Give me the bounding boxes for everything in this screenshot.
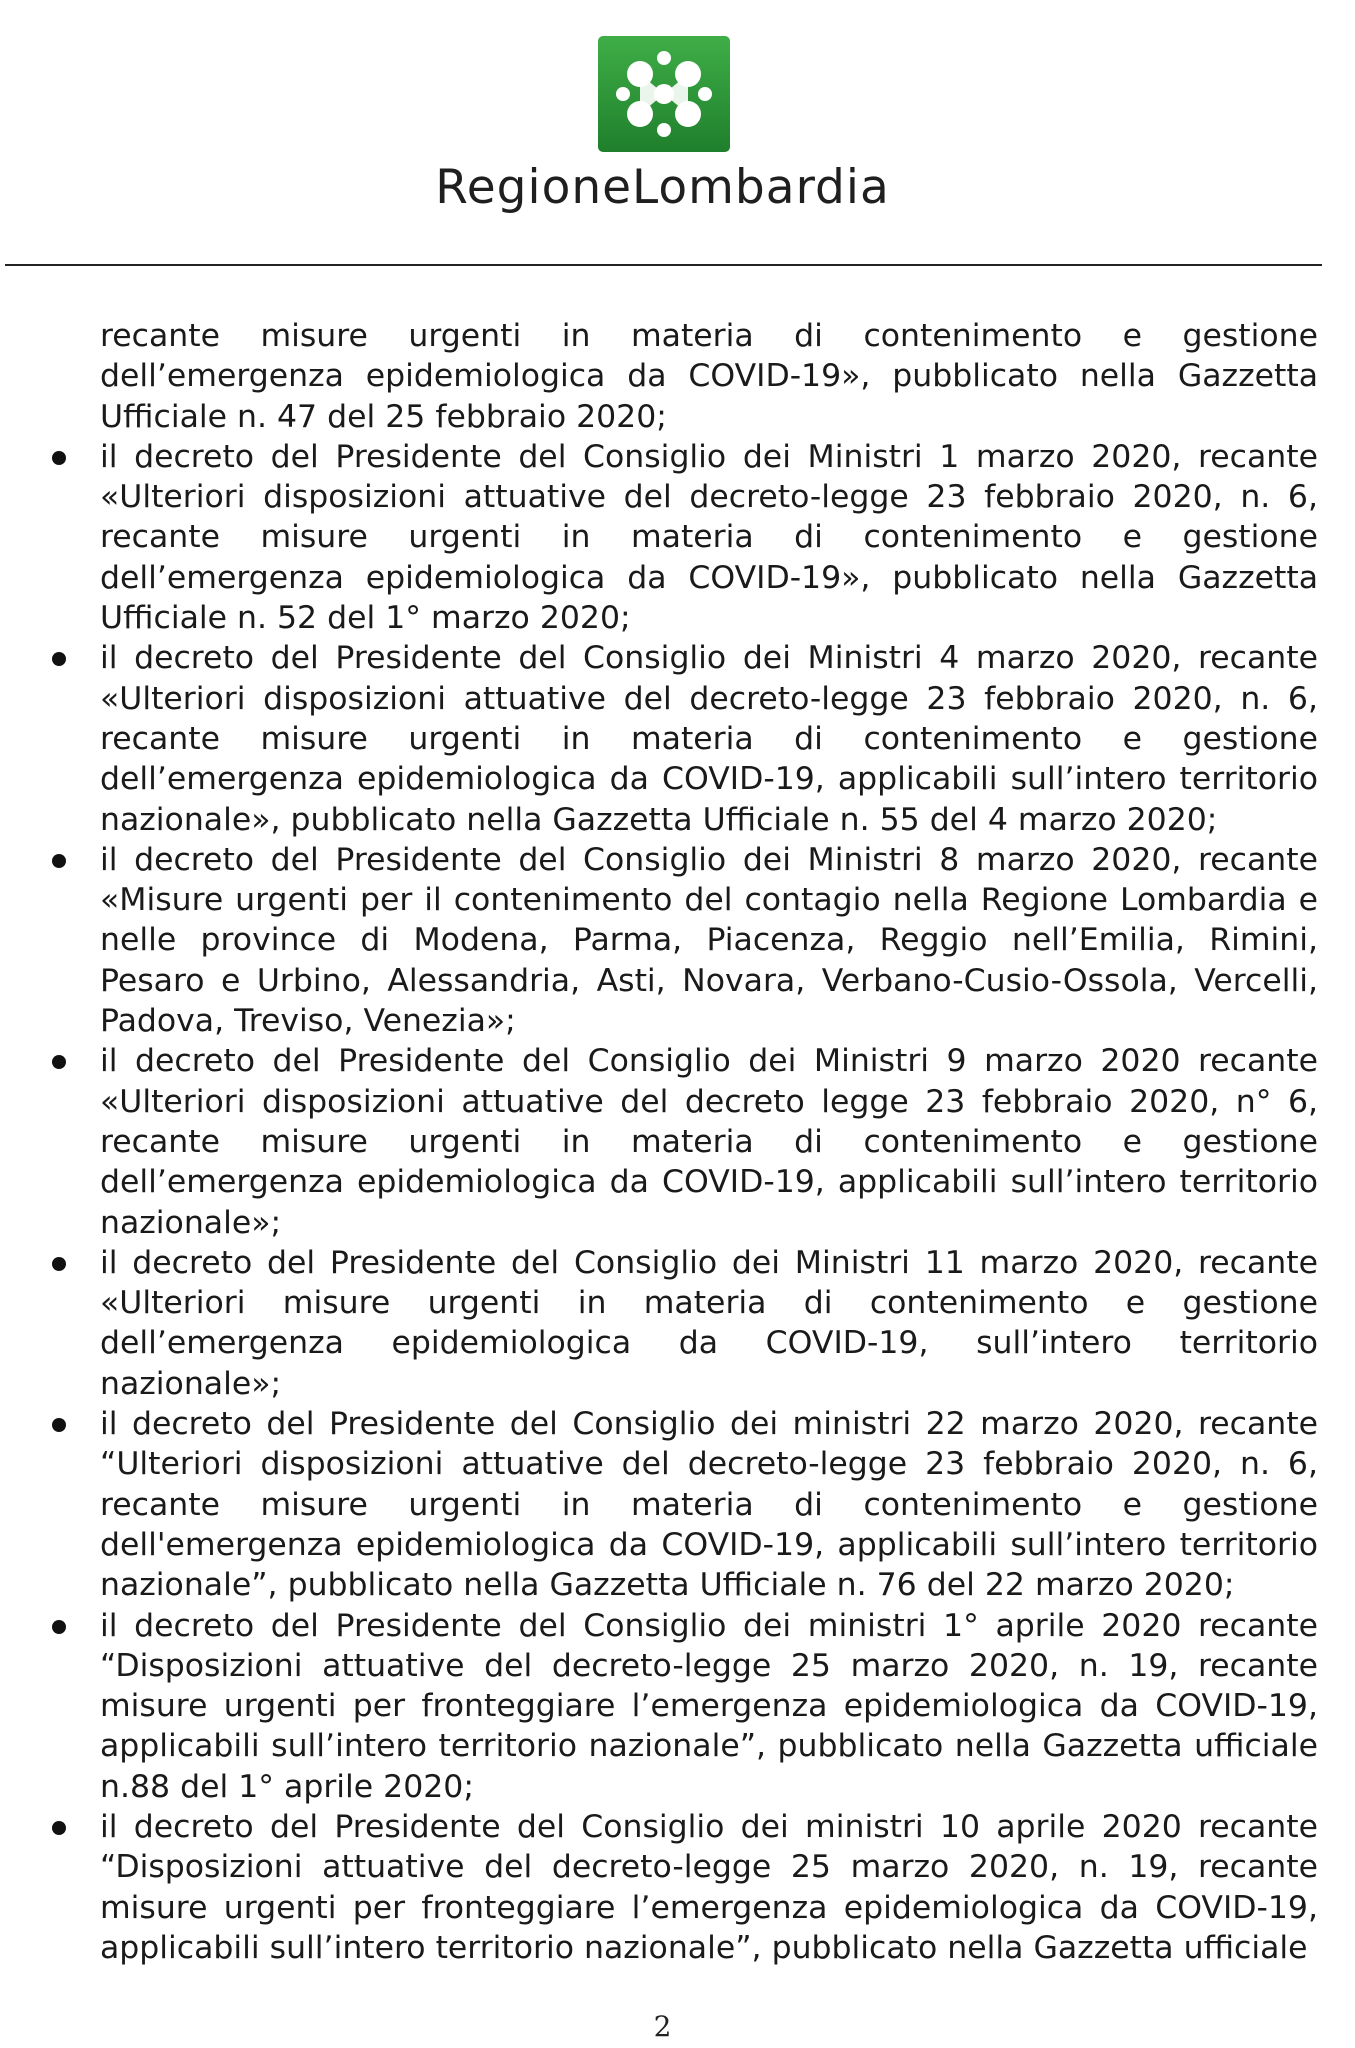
header-divider	[5, 264, 1322, 266]
list-item-text: il decreto del Presidente del Consiglio dei ministri 1° aprile 2020 recante “Disposizioni attuative del decreto-legge 25 marzo 2020, n. 19, recante misure urgenti per fronteggiare l’emergenza epidemiologica da COVID-19, applicabili sull’intero territorio nazionale”, pubblicato nella Gazzetta ufficiale n.88 del 1° aprile 2020;	[100, 1607, 1318, 1805]
bullet-icon	[52, 1055, 66, 1069]
page-number: 2	[653, 2010, 672, 2043]
bullet-icon	[52, 1821, 66, 1835]
list-item	[100, 437, 1318, 638]
logo-text: RegioneLombardia	[435, 160, 890, 215]
list-item	[100, 1807, 1318, 1968]
bullet-icon	[52, 1418, 66, 1432]
list-item-text: il decreto del Presidente del Consiglio dei Ministri 1 marzo 2020, recante «Ulteriori disposizioni attuative del decreto-legge 23 febbraio 2020, n. 6, recante misure urgenti in materia di contenimento e gestione dell’emergenza epidemiologica da COVID-19», pubblicato nella Gazzetta Ufficiale n. 52 del 1° marzo 2020;	[100, 438, 1318, 637]
list-item-text: il decreto del Presidente del Consiglio dei Ministri 11 marzo 2020, recante «Ulteriori misure urgenti in materia di contenimento e gestione dell’emergenza epidemiologica da COVID-19, sull’intero territorio nazionale»;	[100, 1244, 1318, 1402]
list-item	[100, 1243, 1318, 1404]
continuation-paragraph: recante misure urgenti in materia di contenimento e gestione dell’emergenza epidemiologica da COVID-19», pubblicato nella Gazzetta Ufficiale n. 47 del 25 febbraio 2020;	[100, 318, 1318, 435]
bullet-icon	[52, 1620, 66, 1634]
regione-lombardia-logo-icon	[598, 36, 730, 152]
list-item-text: il decreto del Presidente del Consiglio dei ministri 22 marzo 2020, recante “Ulteriori disposizioni attuative del decreto-legge 23 febbraio 2020, n. 6, recante misure urgenti in materia di contenimento e gestione dell'emergenza epidemiologica da COVID-19, applicabili sull’intero territorio nazionale”, pubblicato nella Gazzetta Ufficiale n. 76 del 22 marzo 2020;	[100, 1406, 1318, 1604]
bullet-icon	[52, 1257, 66, 1271]
list-item	[100, 1606, 1318, 1807]
list-item	[100, 1041, 1318, 1242]
list-item-text: il decreto del Presidente del Consiglio dei ministri 10 aprile 2020 recante “Disposizioni attuative del decreto-legge 25 marzo 2020, n. 19, recante misure urgenti per fronteggiare l’emergenza epidemiologica da COVID-19, applicabili sull’intero territorio nazionale”, pubblicato nella Gazzetta ufficiale	[100, 1808, 1318, 1966]
bullet-icon	[52, 854, 66, 868]
list-item-text: il decreto del Presidente del Consiglio dei Ministri 9 marzo 2020 recante «Ulteriori disposizioni attuative del decreto legge 23 febbraio 2020, n° 6, recante misure urgenti in materia di contenimento e gestione dell’emergenza epidemiologica da COVID-19, applicabili sull’intero territorio nazionale»;	[100, 1043, 1318, 1241]
list-item	[100, 1404, 1318, 1605]
bullet-icon	[52, 652, 66, 666]
page-header	[0, 0, 1355, 270]
list-item	[100, 638, 1318, 839]
bullet-icon	[52, 451, 66, 465]
list-item-text: il decreto del Presidente del Consiglio dei Ministri 4 marzo 2020, recante «Ulteriori disposizioni attuative del decreto-legge 23 febbraio 2020, n. 6, recante misure urgenti in materia di contenimento e gestione dell’emergenza epidemiologica da COVID-19, applicabili sull’intero territorio nazionale», pubblicato nella Gazzetta Ufficiale n. 55 del 4 marzo 2020;	[100, 640, 1318, 838]
document-body	[100, 316, 1318, 1968]
list-item-text: il decreto del Presidente del Consiglio dei Ministri 8 marzo 2020, recante «Misure urgenti per il contenimento del contagio nella Regione Lombardia e nelle province di Modena, Parma, Piacenza, Reggio nell’Emilia, Rimini, Pesaro e Urbino, Alessandria, Asti, Novara, Verbano-Cusio-Ossola, Vercelli, Padova, Treviso, Venezia»;	[100, 841, 1318, 1040]
list-item	[100, 840, 1318, 1041]
